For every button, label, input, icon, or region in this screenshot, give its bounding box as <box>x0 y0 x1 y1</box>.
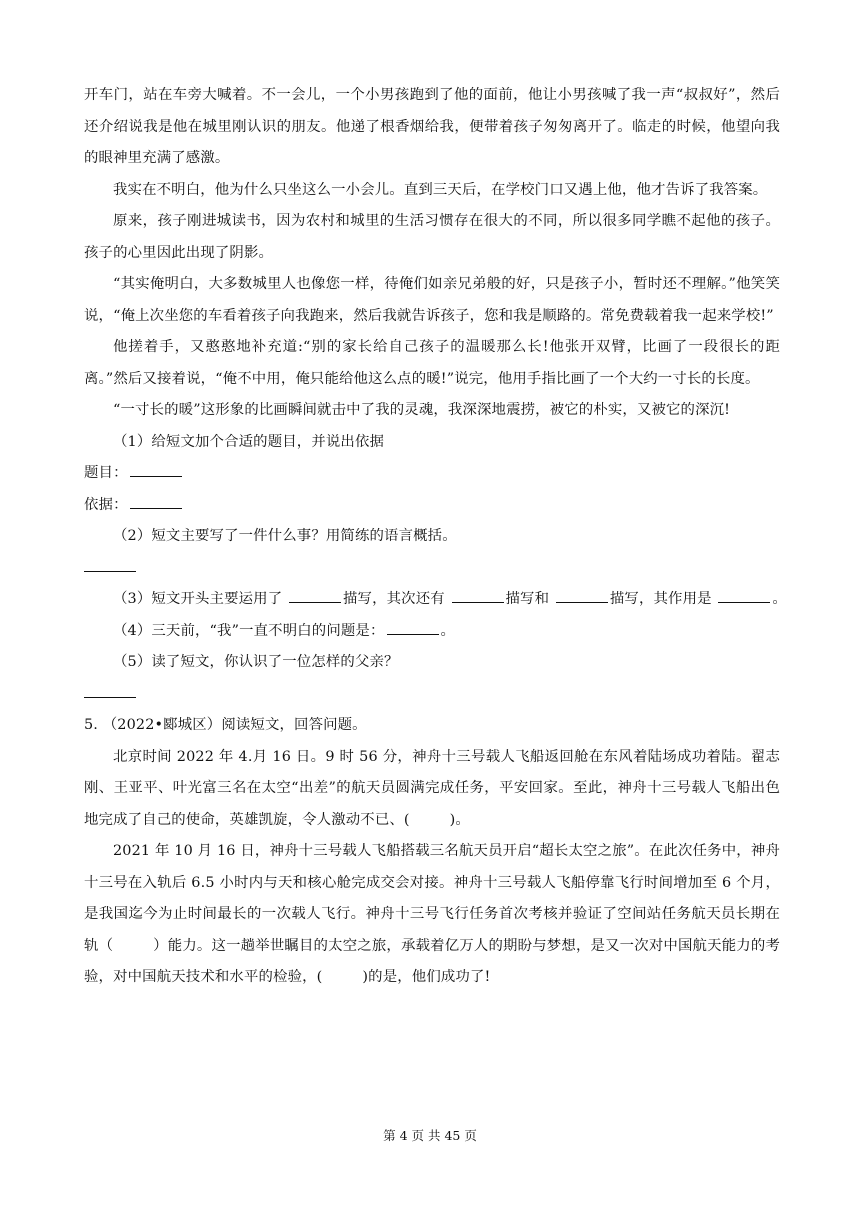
question-2-answer-blank[interactable] <box>84 557 136 572</box>
p5-para1-end: )。 <box>449 811 470 828</box>
page-number-footer: 第 4 页 共 45 页 <box>383 1128 477 1143</box>
problem-5-heading: 5. （2022•郾城区）阅读短文，回答问题。 <box>84 717 367 733</box>
question-1-title-line <box>84 458 780 490</box>
problem-5-paragraph-1 <box>84 742 780 837</box>
q3-blank-3[interactable] <box>556 588 608 603</box>
question-5: （5）读了短文，你认识了一位怎样的父亲？ <box>113 654 399 670</box>
question-2-answer-line <box>84 553 780 585</box>
q3-blank-2[interactable] <box>452 588 504 603</box>
basis-answer-blank[interactable] <box>130 494 182 509</box>
question-1-basis-line <box>84 490 780 522</box>
story-paragraph-6: “一寸长的暖”这形象的比画瞬间就击中了我的灵魂，我深深地震捞，被它的朴实，又被它的深沉! <box>113 402 731 418</box>
title-label: 题目： <box>84 465 128 481</box>
story-paragraph-1: 开车门，站在车旁大喊着。不一会儿，一个小男孩跑到了他的面前，他让小男孩喊了我一声“叔叔好”，然后还介绍说我是他在城里刚认识的朋友。他递了根香烟给我，便带着孩子匆匆离开了。临走的时候，他望向我的眼神里充满了感激。 <box>84 87 780 166</box>
q3-part-c: 描写和 <box>505 591 554 607</box>
story-paragraph-4: “其实俺明白，大多数城里人也像您一样，待俺们如亲兄弟般的好，只是孩子小，暂时还不理解。”他笑笑说，“俺上次坐您的车看着孩子向我跑来，然后我就告诉孩子，您和我是顺路的。常免费载着我一起来学校!” <box>84 276 780 324</box>
q3-part-d: 描写，其作用是 <box>609 591 717 607</box>
question-4 <box>84 616 780 648</box>
q4-part-b: 。 <box>440 622 456 639</box>
problem-5-paragraph-2 <box>84 836 780 994</box>
title-answer-blank[interactable] <box>130 462 182 477</box>
p5-para2-c: )的是，他们成功了! <box>362 969 491 985</box>
q3-part-e: 。 <box>772 591 787 607</box>
basis-label: 依据： <box>84 496 128 513</box>
question-1: （1）给短文加个合适的题目，并说出依据 <box>113 433 385 450</box>
question-2: （2）短文主要写了一件什么事？用简练的语言概括。 <box>113 528 457 544</box>
question-5-answer-blank[interactable] <box>84 683 136 698</box>
q3-blank-4[interactable] <box>718 588 770 603</box>
page-content <box>84 80 787 994</box>
story-paragraph-5: 他搓着手，又憨憨地补充道:“别的家长给自己孩子的温暖那么长!他张开双臂，比画了一段很长的距离。”然后又接着说，“俺不中用，俺只能给他这么点的暖!”说完，他用手指比画了一个大约一寸长的长度。 <box>84 339 780 387</box>
q3-blank-1[interactable] <box>289 588 341 603</box>
p5-para1-text: 北京时间 2022 年 4.月 16 日。9 时 56 分，神舟十三号载人飞船返回舱在东风着陆场成功着陆。翟志刚、王亚平、叶光富三名在太空“出差”的航天员圆满完成任务，平安回家。至此，神舟十三号载人飞船出色地完成了自己的使命，英雄凯旋，令人激动不已、( <box>84 748 780 828</box>
question-5-answer-line <box>84 679 780 711</box>
p5-para2-b: ）能力。这一趟举世瞩目的太空之旅，承载着亿万人的期盼与梦想，是又一次对中国航天能力的考验，对中国航天技术和水平的检验，( <box>84 937 780 985</box>
p5-para2-a: 2021 年 10 月 16 日，神舟十三号载人飞船搭载三名航天员开启“超长太空之旅”。在此次任务中，神舟十三号在入轨后 6.5 小时内与天和核心舱完成交会对接。神舟十三号载人飞船停靠飞行时间增加至 6 个月，是我国迄今为止时间最长的一次载人飞行。神舟十三号飞行任务首次考核并验证了空间站任务航天员长期在轨（ <box>84 843 780 954</box>
q4-part-a: （4）三天前，“我”一直不明白的问题是： <box>113 622 385 639</box>
q3-part-a: （3）短文开头主要运用了 <box>113 591 287 607</box>
story-paragraph-3: 原来，孩子刚进城读书，因为农村和城里的生活习惯存在很大的不同，所以很多同学瞧不起他的孩子。孩子的心里因此出现了阴影。 <box>84 213 780 261</box>
q4-blank[interactable] <box>387 620 439 635</box>
story-paragraph-2: 我实在不明白，他为什么只坐这么一小会儿。直到三天后，在学校门口又遇上他，他才告诉了我答案。 <box>113 181 768 198</box>
q3-part-b: 描写，其次还有 <box>342 591 450 607</box>
question-3 <box>84 584 787 616</box>
